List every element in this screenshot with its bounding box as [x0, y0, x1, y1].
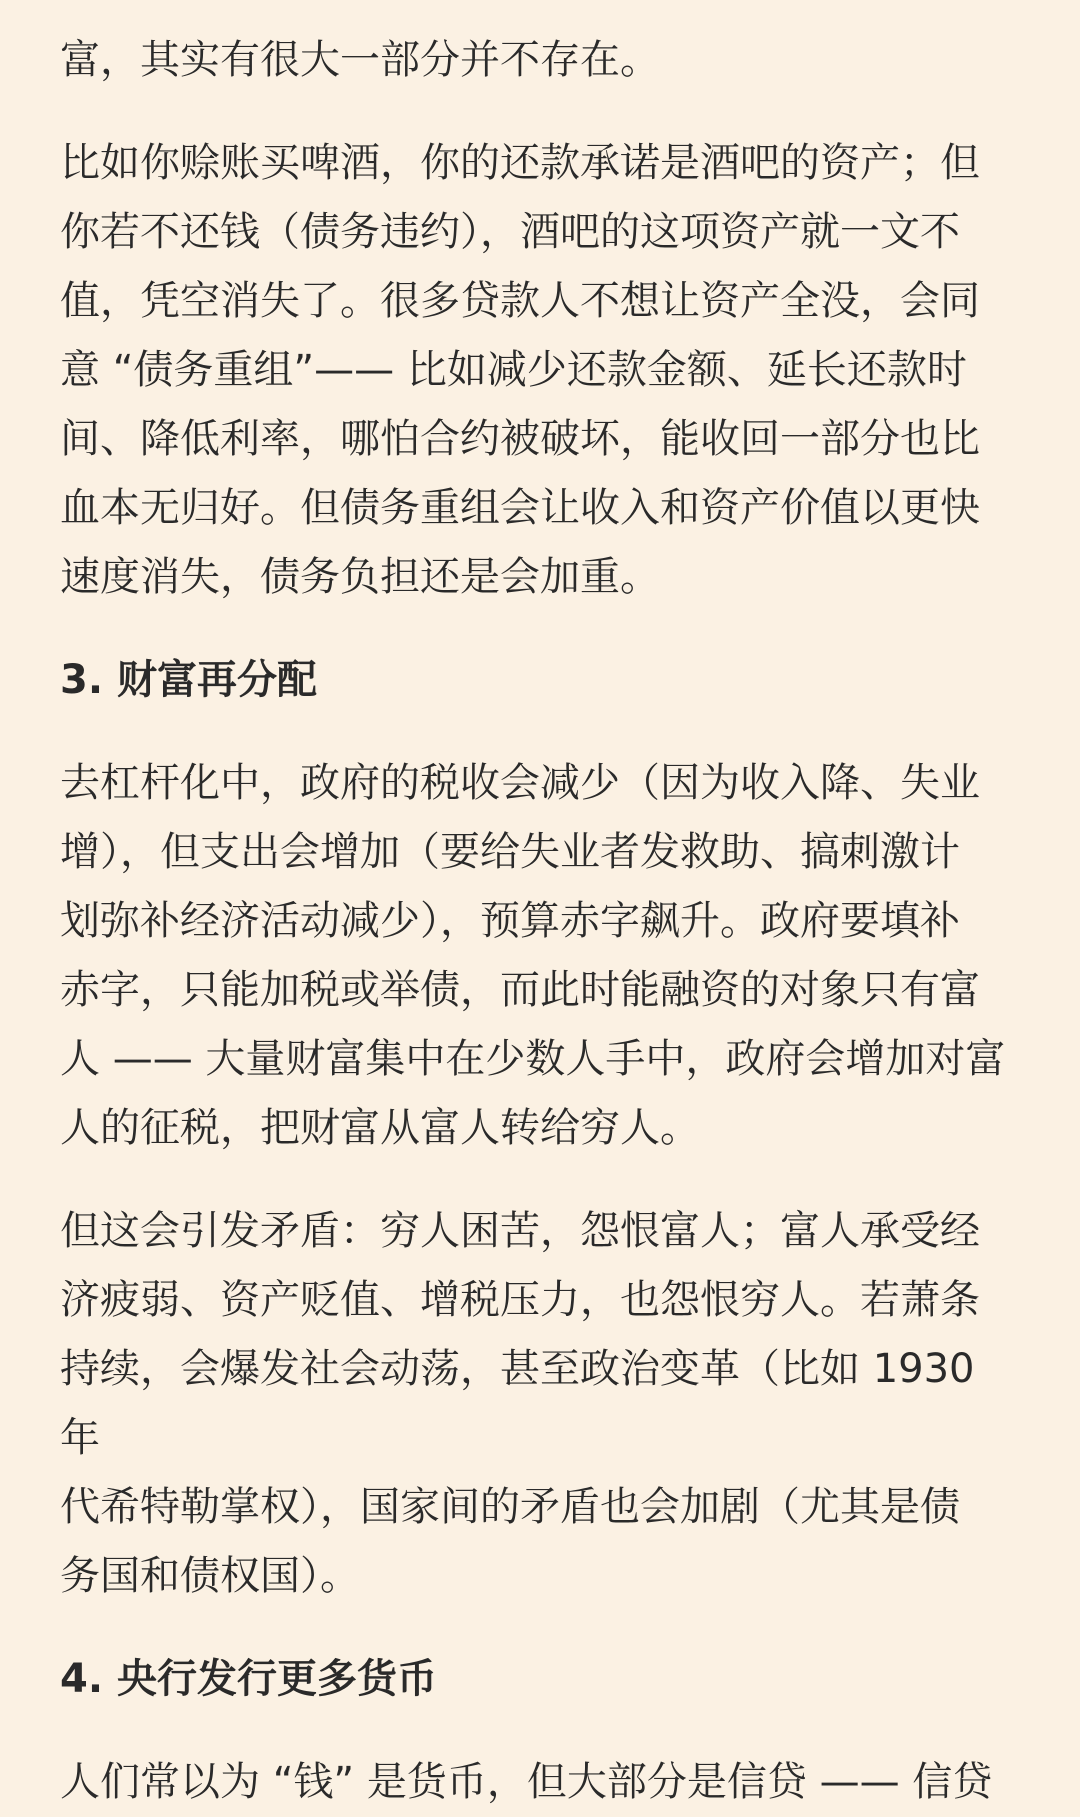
paragraph-money-credit: 人们常以为 “钱” 是货币，但大部分是信贷 —— 信贷 [60, 1759, 993, 1805]
paragraph-social-conflict: 但这会引发矛盾：穷人困苦，怨恨富人；富人承受经 济疲弱、资产贬值、增税压力，也怨恨穷人。若萧条 持续，会爆发社会动荡，甚至政治变革（比如 1930 年 代希特勒掌权），国家间的矛盾也会加剧（尤其是债 务国和债权国）。 [60, 1208, 980, 1599]
paragraph-debt-restructuring: 比如你赊账买啤酒，你的还款承诺是酒吧的资产；但 你若不还钱（债务违约），酒吧的这项资产就一文不 值，凭空消失了。很多贷款人不想让资产全没，会同 意 “债务重组”—— 比如减少还款金额、延长还款时 间、降低利率，哪怕合约被破坏，能收回一部分也比 血本无归好。但债务重组会让收入和资产价值以更快 速度消失，债务负担还是会加重。 [60, 140, 980, 600]
paragraph-government-deficit: 去杠杆化中，政府的税收会减少（因为收入降、失业 增），但支出会增加（要给失业者发救助、搞刺激计 划弥补经济活动减少），预算赤字飙升。政府要填补 赤字，只能加税或举债，而此时能融资的对象只有富 人 —— 大量财富集中在少数人手中，政府会增加对富 人的征税，把财富从富人转给穷人。 [60, 760, 1006, 1151]
section-heading-wealth-redistribution: 3. 财富再分配 [60, 657, 317, 703]
section-heading-central-bank: 4. 央行发行更多货币 [60, 1656, 437, 1702]
paragraph-wealth-disappears: 富，其实有很大一部分并不存在。 [60, 37, 660, 83]
